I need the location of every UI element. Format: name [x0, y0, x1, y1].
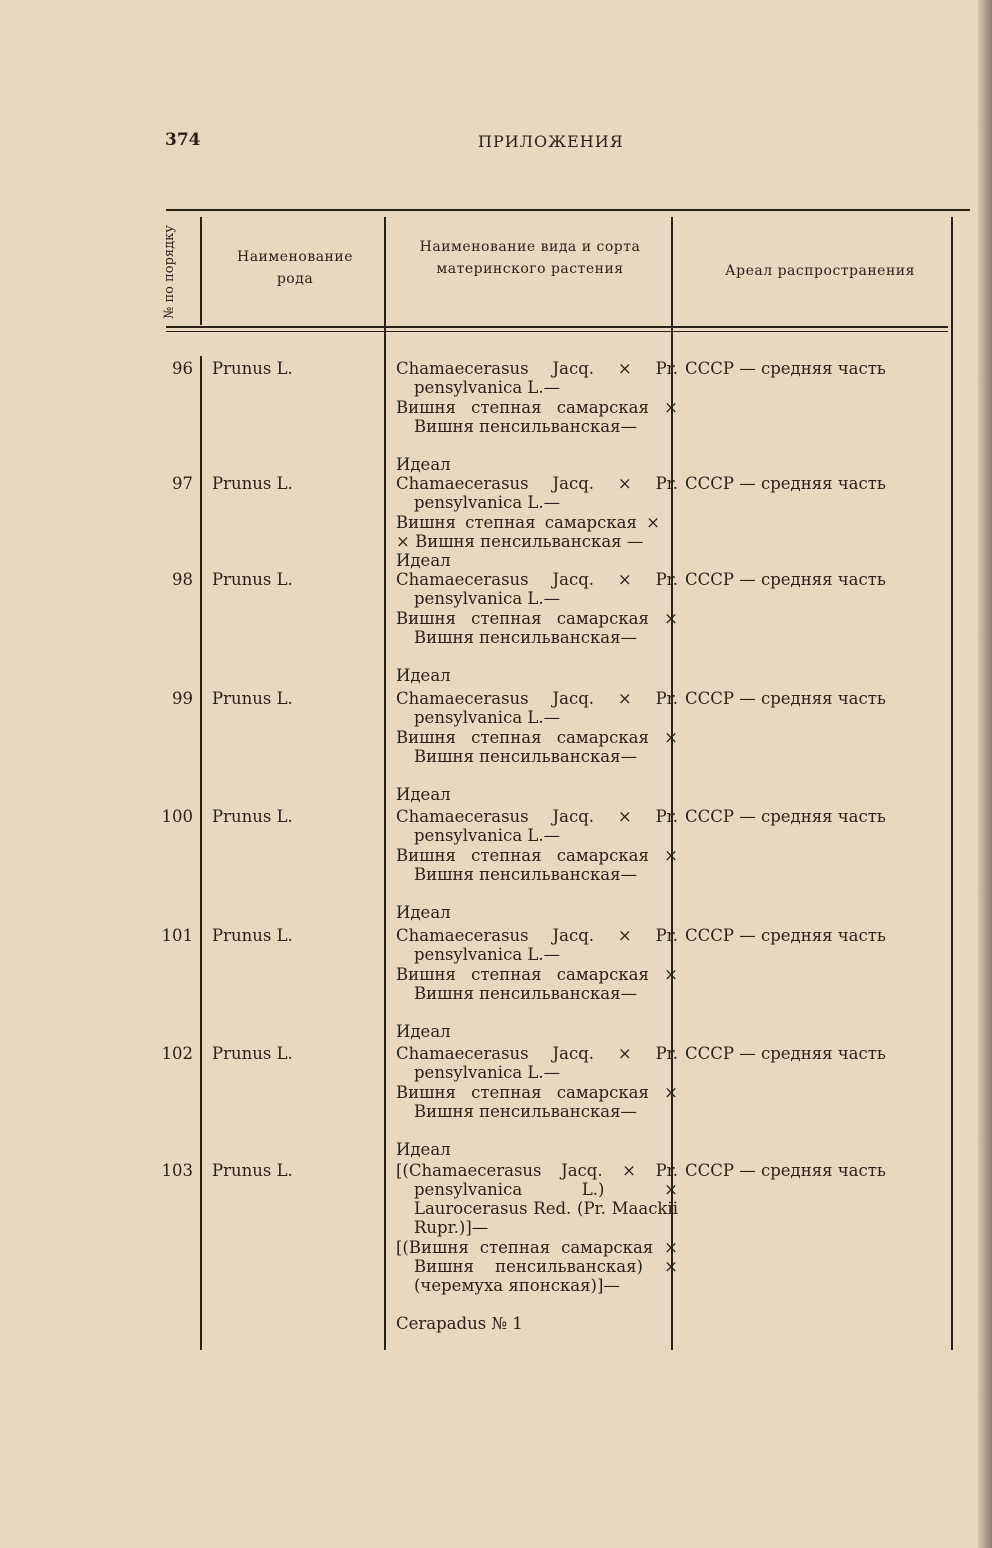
table-top-rule [166, 209, 970, 211]
cultivar-name: Идеал [396, 551, 451, 570]
col-divider-1-body [200, 356, 202, 1350]
genus-name: Prunus L. [212, 926, 293, 945]
header-number: № по порядку [162, 225, 177, 319]
row-number: 102 [161, 1044, 193, 1063]
running-title: ПРИЛОЖЕНИЯ [478, 132, 624, 151]
latin-name: [(Chamaecerasus Jacq. × Pr. pensylvanica L.) × Laurocerasus Red. (Pr. Maackii Rupr.)]— [396, 1161, 678, 1237]
russian-name: Вишня степная самарская × Вишня пенсильванская— [396, 609, 678, 647]
russian-name: Вишня степная самарская × Вишня пенсильванская— [396, 398, 678, 436]
page-number: 374 [165, 130, 201, 150]
row-number: 99 [172, 689, 193, 708]
header-area: Ареал распространения [725, 263, 915, 279]
cultivar-name: Идеал [396, 666, 451, 685]
russian-name: [(Вишня степная самарская × Вишня пенсильванская) × (черемуха японская)]— [396, 1238, 678, 1295]
russian-name: Вишня степная самарская × Вишня пенсильванская— [396, 846, 678, 884]
distribution-area: СССР — средняя часть [685, 570, 886, 589]
cultivar-name: Идеал [396, 903, 451, 922]
cultivar-name: Идеал [396, 455, 451, 474]
cultivar-name: Идеал [396, 785, 451, 804]
header-genus: Наименование рода [237, 249, 353, 287]
latin-name: Chamaecerasus Jacq. × Pr. pensylvanica L.— [396, 926, 678, 964]
header-bottom-rule-2 [166, 331, 948, 332]
russian-name: Вишня степная самарская × Вишня пенсильванская— [396, 965, 678, 1003]
distribution-area: СССР — средняя часть [685, 359, 886, 378]
cultivar-name: Идеал [396, 1140, 451, 1159]
distribution-area: СССР — средняя часть [685, 689, 886, 708]
row-number: 103 [161, 1161, 193, 1180]
row-number: 96 [172, 359, 193, 378]
genus-name: Prunus L. [212, 570, 293, 589]
distribution-area: СССР — средняя часть [685, 926, 886, 945]
cultivar-name: Cerapadus № 1 [396, 1314, 523, 1333]
russian-name: Вишня степная самарская × Вишня пенсильванская— [396, 1083, 678, 1121]
distribution-area: СССР — средняя часть [685, 474, 886, 493]
header-species: Наименование вида и сорта материнского растения [419, 239, 641, 277]
col-divider-4 [951, 217, 953, 1350]
genus-name: Prunus L. [212, 359, 293, 378]
distribution-area: СССР — средняя часть [685, 1044, 886, 1063]
col-divider-1 [200, 217, 202, 325]
row-number: 100 [161, 807, 193, 826]
genus-name: Prunus L. [212, 1161, 293, 1180]
distribution-area: СССР — средняя часть [685, 1161, 886, 1180]
latin-name: Chamaecerasus Jacq. × Pr. pensylvanica L.— [396, 689, 678, 727]
latin-name: Chamaecerasus Jacq. × Pr. pensylvanica L.— [396, 359, 678, 397]
scan-edge [978, 0, 992, 1548]
cultivar-name: Идеал [396, 1022, 451, 1041]
latin-name: Chamaecerasus Jacq. × Pr. pensylvanica L.— [396, 570, 678, 608]
latin-name: Chamaecerasus Jacq. × Pr. pensylvanica L.— [396, 474, 678, 512]
col-divider-2 [384, 217, 386, 1350]
row-number: 97 [172, 474, 193, 493]
row-number: 101 [161, 926, 193, 945]
row-number: 98 [172, 570, 193, 589]
distribution-area: СССР — средняя часть [685, 807, 886, 826]
latin-name: Chamaecerasus Jacq. × Pr. pensylvanica L.— [396, 807, 678, 845]
header-bottom-rule [166, 326, 948, 328]
latin-name: Chamaecerasus Jacq. × Pr. pensylvanica L.— [396, 1044, 678, 1082]
russian-name: Вишня степная самарская × × Вишня пенсильванская — [396, 513, 660, 551]
genus-name: Prunus L. [212, 1044, 293, 1063]
russian-name: Вишня степная самарская × Вишня пенсильванская— [396, 728, 678, 766]
genus-name: Prunus L. [212, 689, 293, 708]
genus-name: Prunus L. [212, 807, 293, 826]
genus-name: Prunus L. [212, 474, 293, 493]
